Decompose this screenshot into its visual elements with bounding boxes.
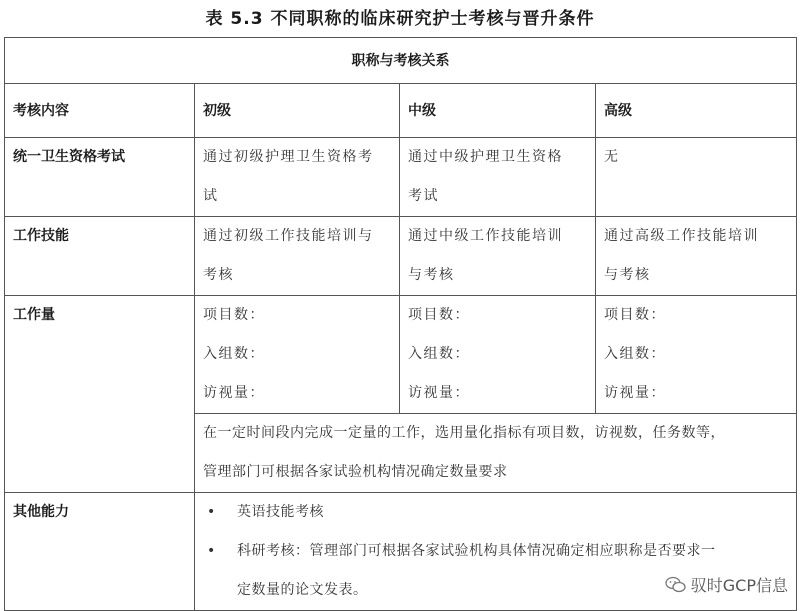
cell-line: 无 [604, 149, 620, 165]
cell-line: 与考核 [604, 267, 651, 283]
cell-line: 管理部门可根据各家试验机构情况确定数量要求 [203, 464, 508, 480]
cell-exam-senior [596, 138, 797, 217]
table-header-row [5, 38, 797, 84]
column-header-middle: 中级 [400, 84, 596, 138]
row-label-exam: 统一卫生资格考试 [5, 138, 195, 217]
list-item-text: 英语技能考核 [237, 504, 324, 520]
cell-line: 访视量： [604, 385, 666, 401]
cell-line: 与考核 [408, 267, 455, 283]
cell-line: 通过初级护理卫生资格考 [203, 149, 374, 165]
cell-workload-junior [195, 296, 400, 414]
cell-line: 项目数： [604, 307, 666, 323]
cell-line: 项目数： [408, 307, 470, 323]
cell-line: 入组数： [408, 346, 470, 362]
watermark-text: 驭时GCP信息 [690, 576, 788, 595]
cell-line: 在一定时间段内完成一定量的工作，选用量化指标有项目数，访视数，任务数等， [203, 425, 725, 441]
cell-line: 考核 [203, 267, 234, 283]
list-item-text: 科研考核：管理部门可根据各家试验机构具体情况确定相应职称是否要求一 [237, 543, 716, 559]
list-item [203, 532, 788, 571]
cell-line: 项目数： [203, 307, 265, 323]
cell-line: 试 [203, 188, 219, 204]
cell-line: 访视量： [203, 385, 265, 401]
bullet-icon: • [207, 543, 216, 559]
bullet-icon: • [207, 504, 216, 520]
cell-exam-junior [195, 138, 400, 217]
list-item [203, 493, 788, 532]
cell-line: 通过初级工作技能培训与 [203, 228, 374, 244]
cell-exam-middle [400, 138, 596, 217]
cell-line: 入组数： [604, 346, 666, 362]
row-label-other: 其他能力 [5, 493, 195, 611]
cell-line: 入组数： [203, 346, 265, 362]
cell-line: 访视量： [408, 385, 470, 401]
row-label-skill: 工作技能 [5, 217, 195, 296]
table-row-workload [5, 296, 797, 414]
column-header-senior: 高级 [596, 84, 797, 138]
column-header-junior: 初级 [195, 84, 400, 138]
cell-workload-middle [400, 296, 596, 414]
wechat-icon [665, 576, 687, 594]
cell-line: 考试 [408, 188, 439, 204]
cell-workload-senior [596, 296, 797, 414]
cell-skill-middle [400, 217, 596, 296]
page-title: 表 5.3 不同职称的临床研究护士考核与晋升条件 [205, 9, 595, 29]
table-header: 职称与考核关系 [5, 38, 797, 84]
row-label-workload: 工作量 [5, 296, 195, 493]
column-header-content: 考核内容 [5, 84, 195, 138]
cell-line: 通过中级工作技能培训 [408, 228, 563, 244]
watermark [665, 573, 788, 596]
cell-line: 通过高级工作技能培训 [604, 228, 759, 244]
cell-workload-note [195, 414, 797, 493]
column-header-row [5, 84, 797, 138]
cell-line: 通过中级护理卫生资格 [408, 149, 563, 165]
table-row-skill [5, 217, 797, 296]
promotion-table [4, 37, 797, 611]
cell-skill-junior [195, 217, 400, 296]
list-item-text: 定数量的论文发表。 [237, 582, 368, 598]
table-row-exam [5, 138, 797, 217]
cell-skill-senior [596, 217, 797, 296]
